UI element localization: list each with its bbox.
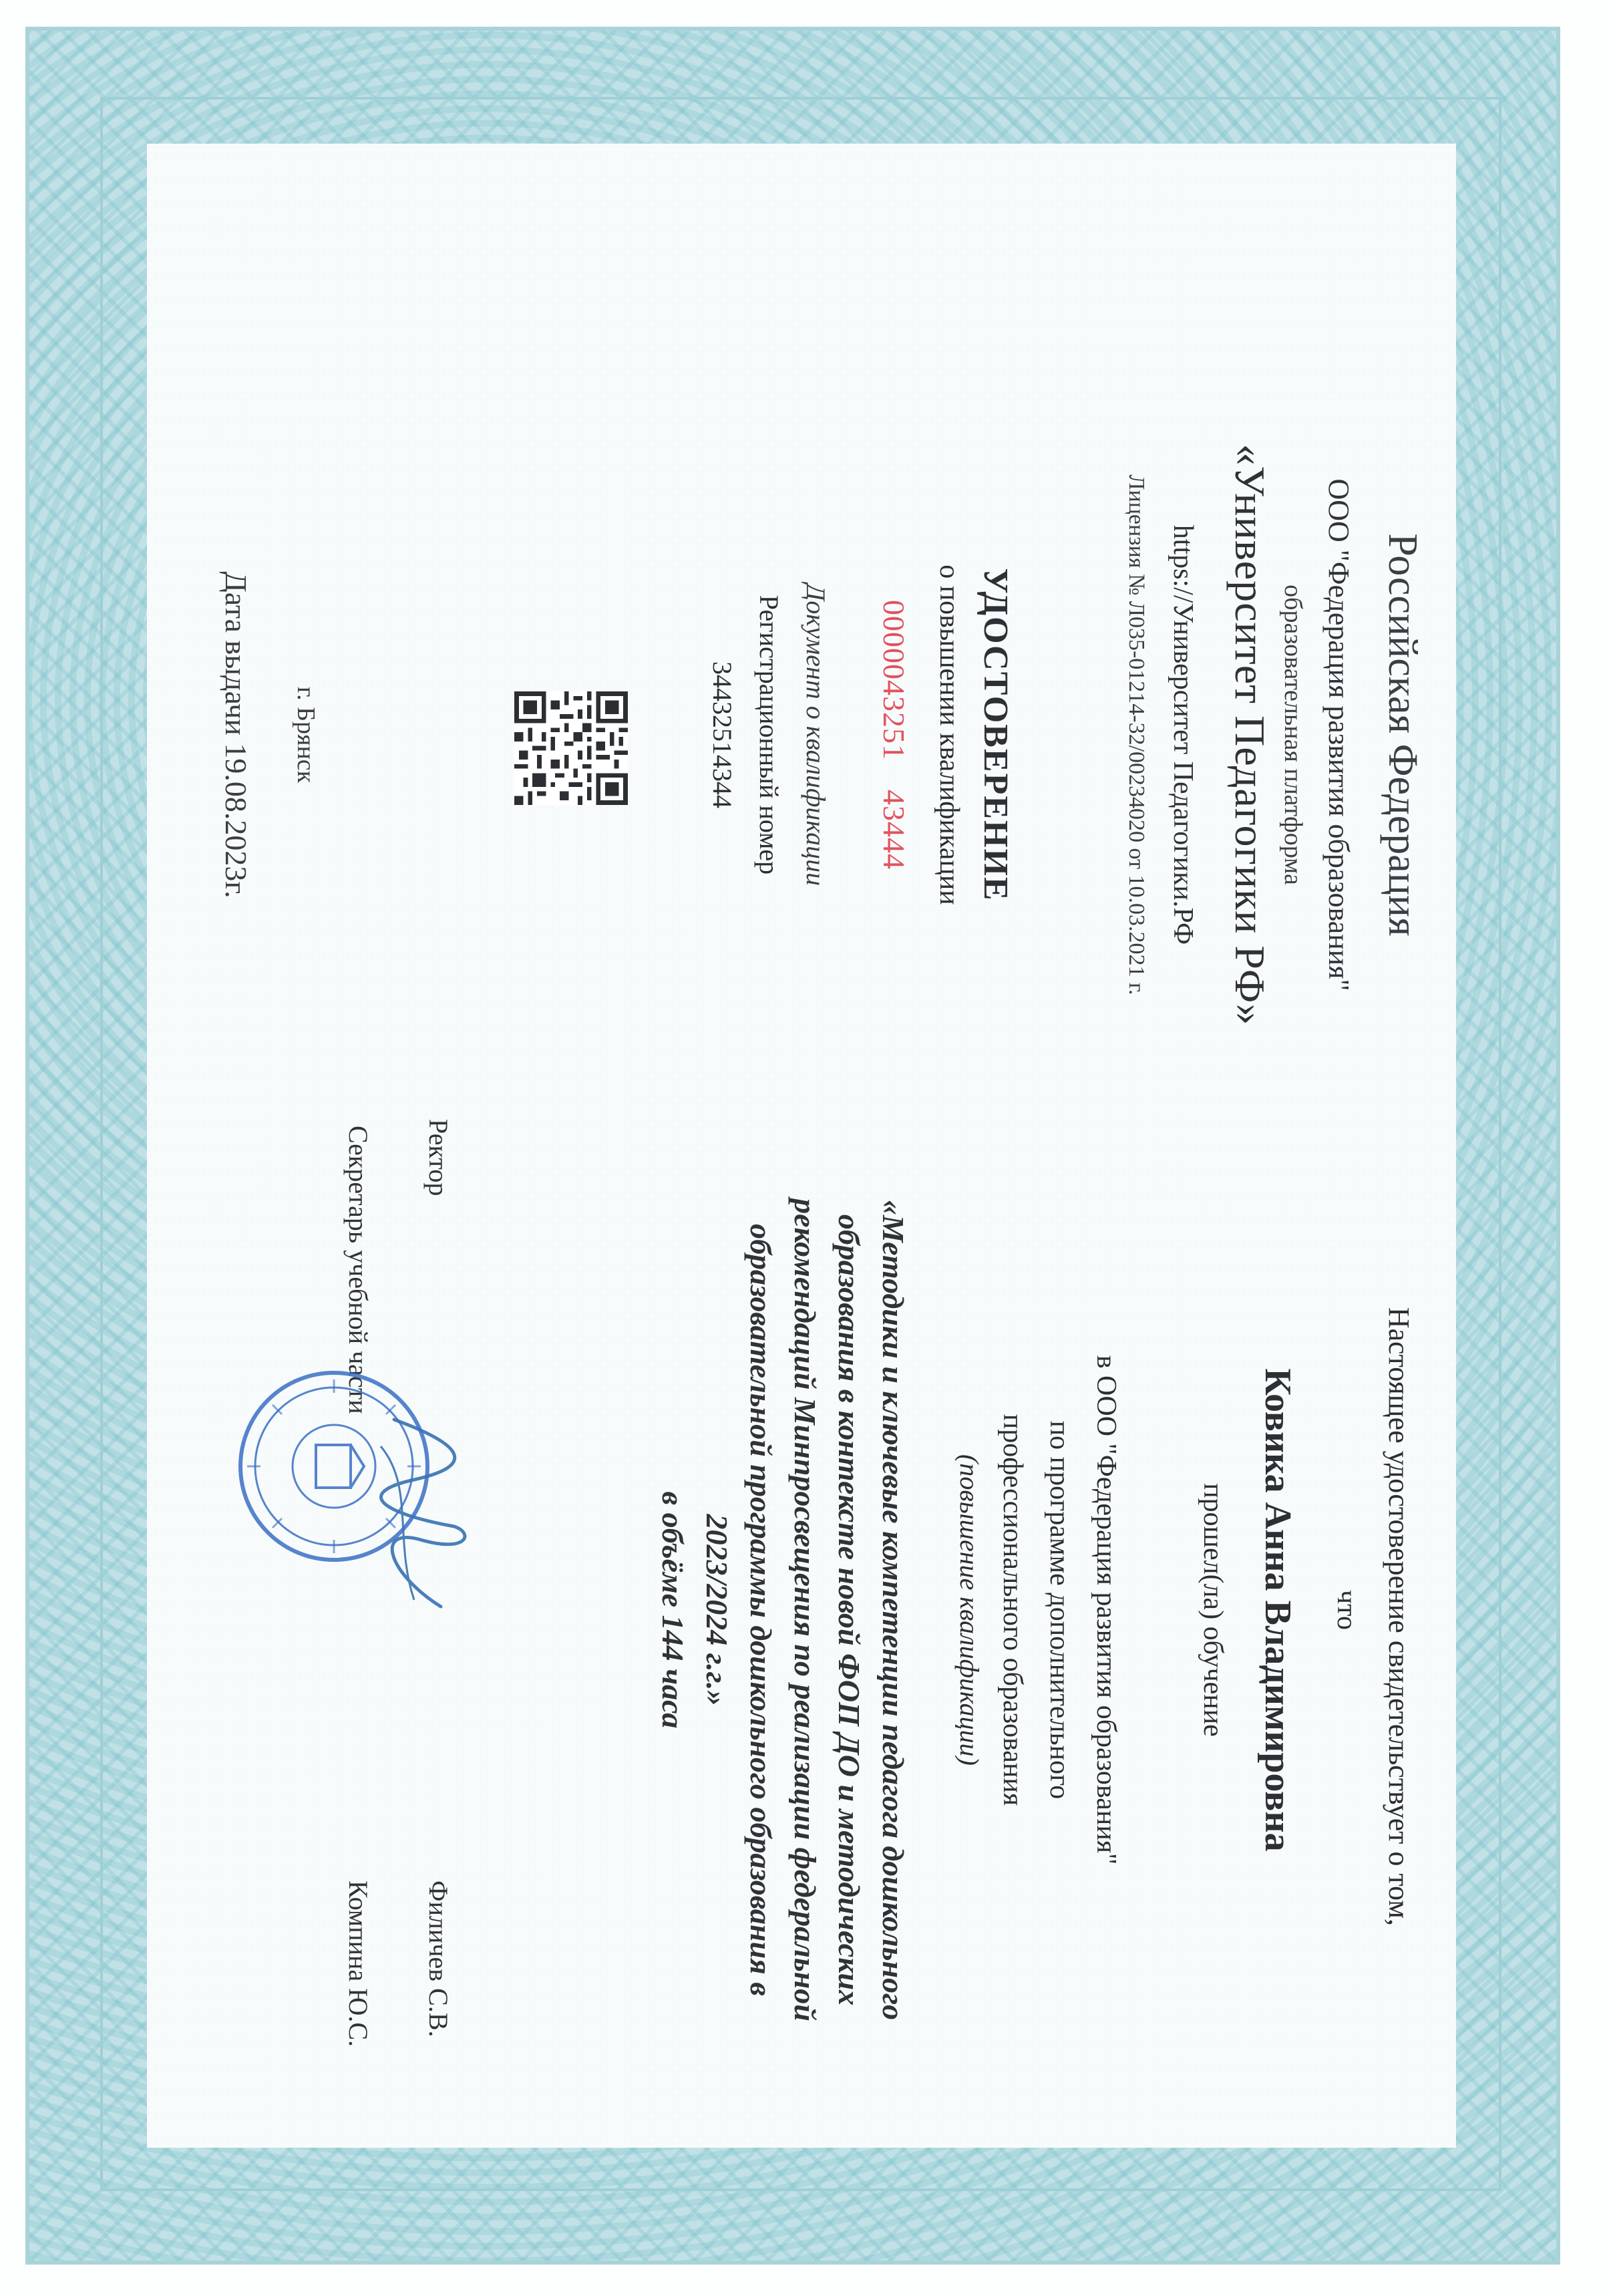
rector-name: Филичев С.В. <box>423 1880 454 2037</box>
website-link: https://Университет Педагогики.РФ <box>1168 524 1198 945</box>
issue-city: г. Брянск <box>292 686 320 784</box>
rector-label: Ректор <box>423 1119 454 1196</box>
course-title <box>651 1166 915 2054</box>
registration-label: Регистрационный номер <box>754 595 784 875</box>
registration-number: 34432514344 <box>707 661 737 808</box>
country-heading: Российская Федерация <box>1380 533 1425 937</box>
document-number-suffix: 43444 <box>877 790 911 870</box>
program-line-1: по программе дополнительного <box>1044 1420 1075 1800</box>
course-name: «Методики и ключевые компетенции педагога дошкольного образования в контексте новой ФОП ДО и методических рекомендаций Минпросвещения по реализации федеральной образовательной программы дошкольного образования в 2023/2024 г.г.» <box>700 1198 910 2021</box>
license-line: Лицензия № Л035-01214-32/00234020 от 10.03.2021 г. <box>1124 474 1149 995</box>
completion-statement: прошел(ла) обучение <box>1198 1483 1228 1737</box>
official-seal-icon <box>234 1366 434 1567</box>
document-type: Документ о квалификации <box>801 583 831 886</box>
document-number-series: 0000043251 <box>877 600 911 760</box>
course-hours: в объёме 144 часа <box>656 1491 690 1729</box>
university-name: «Университет Педагогики РФ» <box>1226 444 1274 1026</box>
organization-name: ООО "Федерация развития образования" <box>1322 478 1355 991</box>
left-panel <box>147 324 1456 1146</box>
issue-date: Дата выдачи 19.08.2023г. <box>219 571 253 898</box>
document-number <box>876 324 912 1146</box>
intro-that: что <box>1331 1590 1362 1630</box>
document-subtitle: о повышении квалификации <box>934 564 964 905</box>
platform-label: образовательная платформа <box>1279 585 1307 885</box>
program-line-2: профессионального образования <box>997 1414 1028 1806</box>
certificate-content <box>147 144 1456 2148</box>
certificate-intro: Настоящее удостоверение свидетельствует о том, <box>1383 1307 1415 1927</box>
secretary-label: Секретарь учебной части <box>343 1126 373 1414</box>
right-panel <box>147 1119 1456 2054</box>
training-organization: в ООО "Федерация развития образования" <box>1091 1355 1121 1865</box>
qr-code-icon <box>514 691 628 805</box>
holder-name: Ковика Анна Владимировна <box>1257 1368 1298 1852</box>
program-line-3: (повышение квалификации) <box>954 1454 985 1766</box>
secretary-name: Компина Ю.С. <box>343 1880 373 2047</box>
document-title: УДОСТОВЕРЕНИЕ <box>976 568 1015 902</box>
